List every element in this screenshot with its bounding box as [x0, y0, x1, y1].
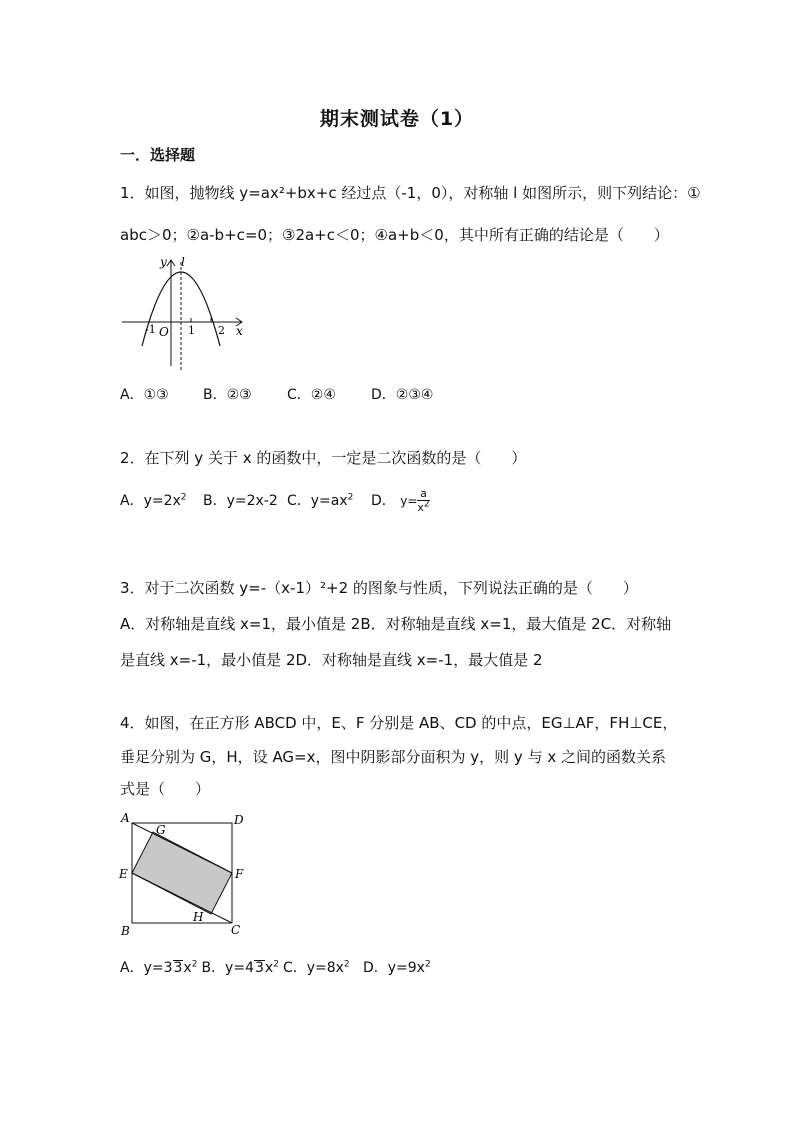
q1-parabola-figure	[118, 254, 253, 374]
q4-option-c[interactable]	[283, 957, 363, 977]
q2-stem: 2．在下列 y 关于 x 的函数中，一定是二次函数的是（ ）	[120, 449, 527, 467]
label-l: l	[181, 255, 185, 269]
q2-option-a[interactable]	[120, 490, 203, 510]
section-heading: 一．选择题	[120, 146, 196, 164]
label-2: 2	[218, 324, 225, 337]
q2-option-a-exp: 2	[180, 491, 187, 502]
q4-option-c-text: C．y=8x	[282, 960, 344, 976]
q4-option-a[interactable]	[120, 957, 197, 977]
q4-stem-line1: 4．如图，在正方形 ABCD 中，E、F 分别是 AB、CD 的中点，EG⊥AF，FH⊥CE，	[120, 714, 678, 732]
q2-option-a-text: A．y=2x	[120, 492, 181, 509]
q1-stem-line1: 1．如图，抛物线 y=ax²+bx+c 经过点（-1，0），对称轴 l 如图所示，则下列结论：①	[120, 184, 701, 202]
label-neg1: -1	[145, 323, 156, 336]
q2-option-c[interactable]	[287, 490, 371, 510]
q4-options	[120, 957, 431, 977]
label-e: E	[119, 867, 128, 881]
q1-options	[120, 384, 433, 404]
label-d: D	[234, 813, 244, 827]
q2-option-d[interactable]	[371, 487, 430, 514]
fraction-denominator-base: x	[417, 501, 424, 514]
q1-stem-line2: abc＞0；②a-b+c=0；③2a+c＜0；④a+b＜0，其中所有正确的结论是（ ）	[120, 226, 669, 244]
q2-option-d-y: y=	[400, 493, 418, 508]
q4-option-b-exp: 2	[273, 959, 279, 970]
label-origin: O	[159, 325, 169, 339]
q1-option-d[interactable]: D．②③④	[371, 387, 434, 403]
label-g: G	[156, 823, 166, 837]
q4-stem-line3: 式是（ ）	[120, 780, 211, 798]
q4-option-a-sqrt: 3	[173, 960, 183, 976]
fraction-denominator	[417, 501, 429, 514]
shaded-parallelogram	[132, 832, 232, 914]
q2-option-c-exp: 2	[347, 491, 354, 502]
q4-option-b-var: x	[264, 960, 274, 976]
label-h: H	[193, 910, 204, 924]
q2-option-d-label: D．	[371, 492, 396, 509]
label-y: y	[160, 255, 167, 269]
q2-option-b[interactable]: B．y=2x-2	[203, 492, 278, 509]
q1-option-a[interactable]: A．①③	[120, 387, 169, 403]
q4-option-d[interactable]	[363, 957, 431, 977]
q4-stem-line2: 垂足分别为 G，H，设 AG=x，图中阴影部分面积为 y，则 y 与 x 之间的函数关系	[120, 748, 666, 766]
page-title: 期末测试卷（1）	[319, 108, 475, 130]
q4-option-b-sqrt: 3	[254, 960, 264, 976]
label-x: x	[236, 324, 243, 338]
q4-option-b[interactable]	[201, 957, 278, 977]
q4-option-c-exp: 2	[343, 959, 350, 970]
q2-option-c-text: C．y=ax	[287, 492, 348, 509]
q4-option-a-var: x	[183, 960, 192, 976]
q4-option-b-text: B．y=4	[201, 960, 254, 976]
q2-options	[120, 487, 430, 514]
q3-options-line2[interactable]: 是直线 x=-1，最小值是 2D．对称轴是直线 x=-1，最大值是 2	[120, 651, 543, 669]
label-b: B	[121, 924, 130, 938]
q4-option-a-exp: 2	[191, 959, 198, 970]
label-f: F	[235, 867, 244, 881]
label-c: C	[231, 923, 241, 937]
q3-options-line1[interactable]: A．对称轴是直线 x=1，最小值是 2B．对称轴是直线 x=1，最大值是 2C．对称轴	[120, 615, 672, 633]
q2-option-d-fraction	[417, 487, 429, 514]
q4-square-figure	[116, 808, 248, 940]
q4-option-d-exp: 2	[424, 959, 431, 970]
fraction-numerator: a	[417, 487, 429, 501]
q1-option-c[interactable]: C．②④	[287, 387, 336, 403]
fraction-denominator-exp: 2	[423, 499, 430, 510]
label-1: 1	[188, 324, 195, 337]
label-a: A	[121, 811, 130, 825]
q1-option-b[interactable]: B．②③	[203, 387, 252, 403]
q4-option-d-text: D．y=9x	[362, 960, 425, 976]
q4-option-a-text: A．y=3	[120, 960, 173, 976]
q3-stem: 3．对于二次函数 y=-（x-1）²+2 的图象与性质，下列说法正确的是（ ）	[120, 579, 638, 597]
